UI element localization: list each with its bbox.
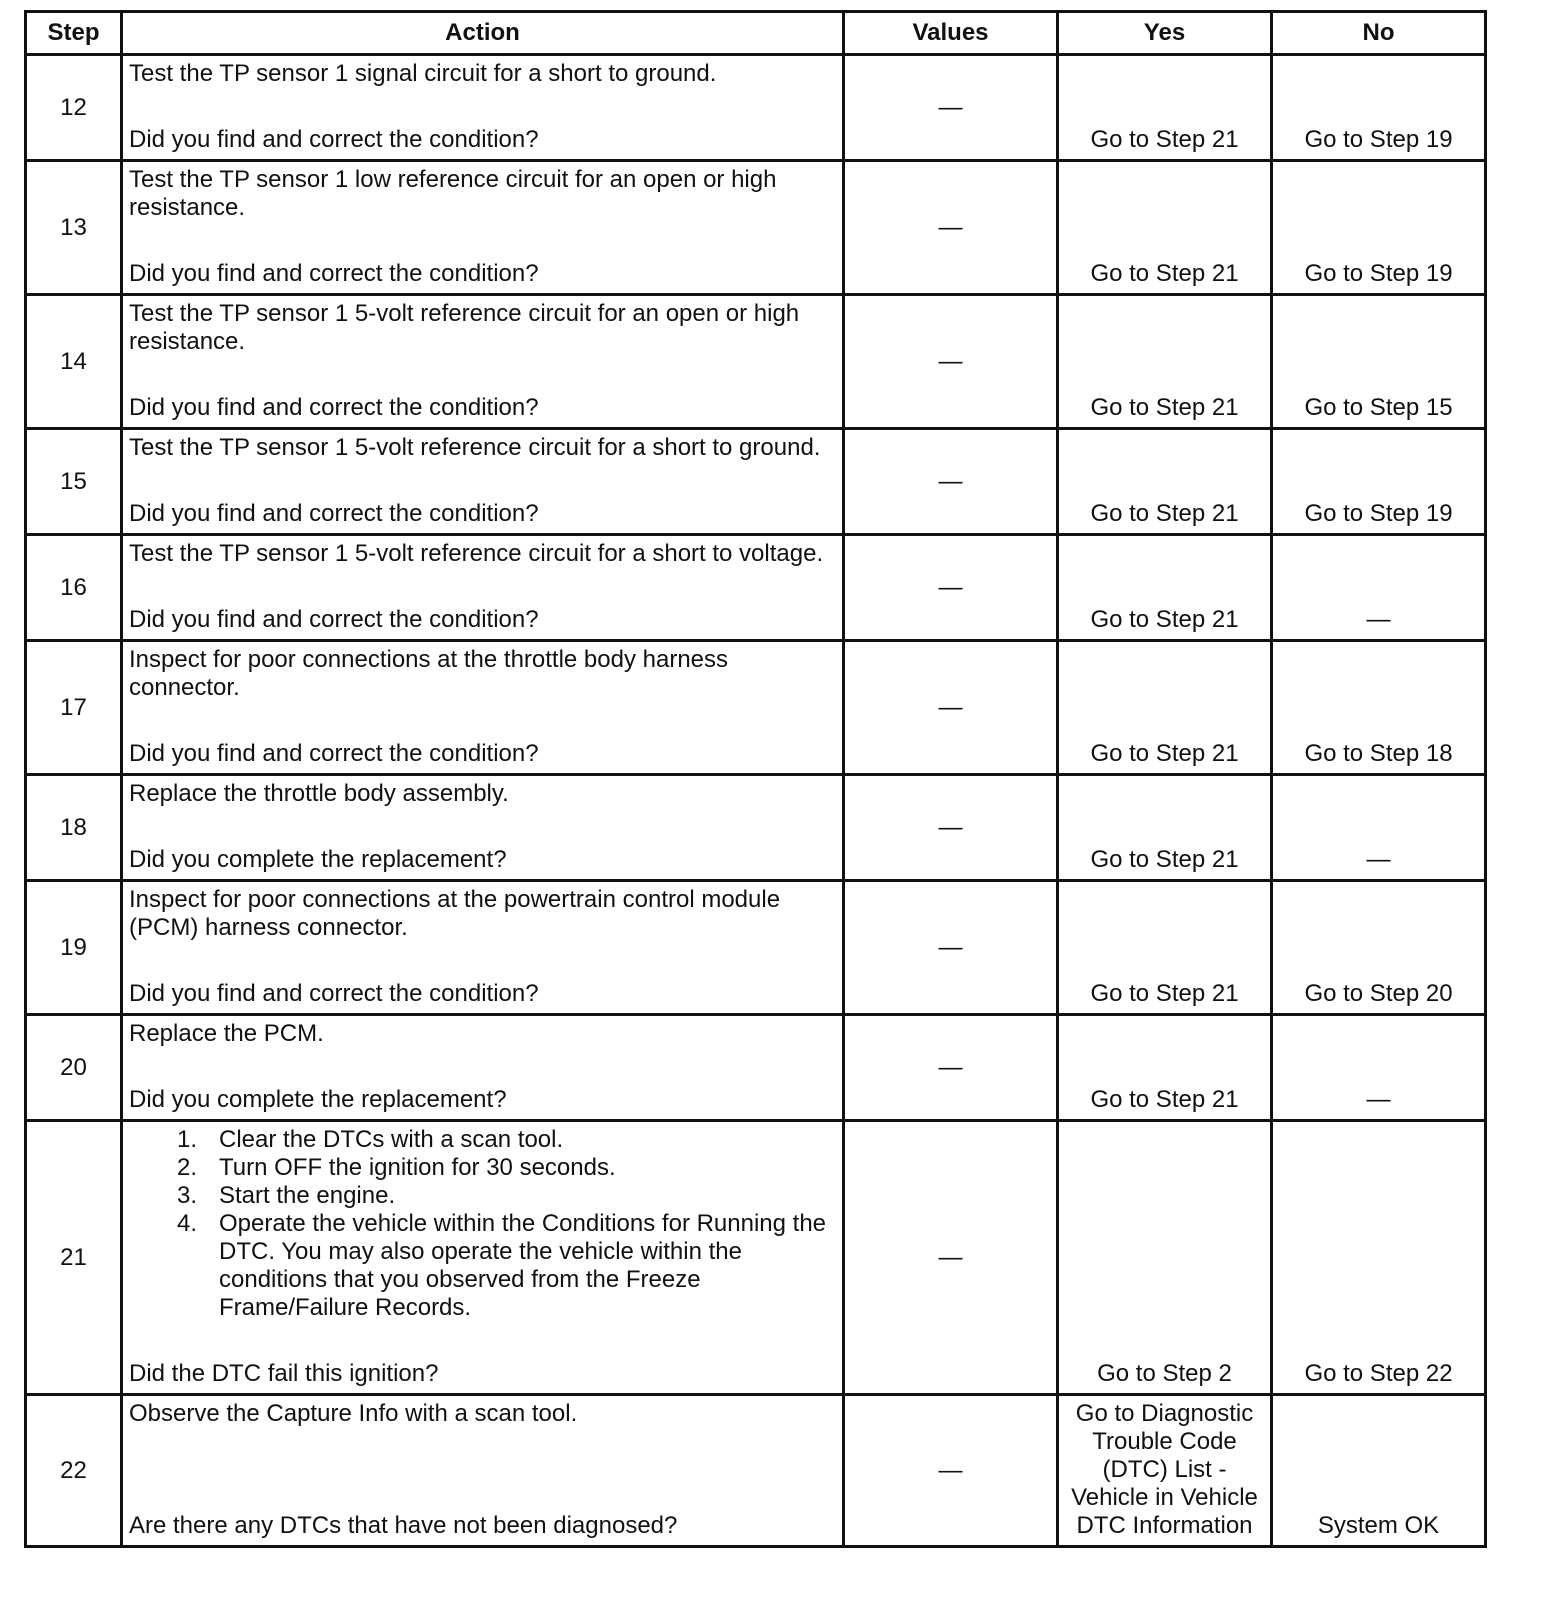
table-row	[26, 295, 1486, 429]
action-question: Did you find and correct the condition?	[129, 740, 539, 767]
table-row	[26, 641, 1486, 775]
values-cell: —	[844, 641, 1058, 775]
action-cell	[122, 295, 844, 429]
action-step-text: Operate the vehicle within the Conditions for Running the DTC. You may also operate the vehicle within the conditions that you observed from the Freeze Frame/Failure Records.	[219, 1210, 827, 1321]
yes-result: Go to Step 21	[1058, 641, 1272, 775]
action-text: Inspect for poor connections at the powertrain control module	[129, 886, 781, 913]
no-result: Go to Step 15	[1272, 295, 1486, 429]
action-step-item	[177, 1154, 836, 1182]
table-row	[26, 881, 1486, 1015]
yes-result: Go to Step 21	[1058, 295, 1272, 429]
step-number: 13	[26, 161, 122, 295]
action-step-number: 2.	[177, 1154, 198, 1181]
table-row	[26, 1395, 1486, 1547]
yes-result: Go to Step 21	[1058, 429, 1272, 535]
step-number: 19	[26, 881, 122, 1015]
action-question: Did you find and correct the condition?	[129, 260, 539, 287]
action-text: Replace the PCM.	[129, 1020, 324, 1047]
action-question: Did you find and correct the condition?	[129, 394, 539, 421]
action-text: connector.	[129, 674, 240, 701]
action-steps-list	[129, 1126, 836, 1322]
action-text: Test the TP sensor 1 5-volt reference circuit for a short to voltage.	[129, 540, 824, 567]
step-number: 21	[26, 1121, 122, 1395]
action-text: Replace the throttle body assembly.	[129, 780, 509, 807]
no-result: Go to Step 19	[1272, 161, 1486, 295]
action-step-text: Start the engine.	[219, 1182, 396, 1209]
values-cell: —	[844, 1015, 1058, 1121]
action-cell	[122, 1395, 844, 1547]
no-result: Go to Step 20	[1272, 881, 1486, 1015]
yes-result: Go to Step 21	[1058, 1015, 1272, 1121]
yes-result: Go to Step 21	[1058, 881, 1272, 1015]
header-yes: Yes	[1058, 12, 1272, 55]
table-row	[26, 55, 1486, 161]
yes-result: Go to Step 21	[1058, 535, 1272, 641]
no-result: Go to Step 22	[1272, 1121, 1486, 1395]
action-text: Test the TP sensor 1 signal circuit for a short to ground.	[129, 60, 717, 87]
values-cell: —	[844, 775, 1058, 881]
action-cell	[122, 775, 844, 881]
header-step: Step	[26, 12, 122, 55]
no-result: Go to Step 19	[1272, 55, 1486, 161]
action-cell	[122, 1121, 844, 1395]
yes-result: Go to Step 2	[1058, 1121, 1272, 1395]
values-cell: —	[844, 295, 1058, 429]
action-step-text: Clear the DTCs with a scan tool.	[219, 1126, 564, 1153]
action-cell	[122, 161, 844, 295]
action-cell	[122, 881, 844, 1015]
values-cell: —	[844, 1395, 1058, 1547]
action-question: Did you complete the replacement?	[129, 1086, 507, 1113]
header-row	[26, 12, 1486, 55]
table-row	[26, 535, 1486, 641]
action-step-number: 4.	[177, 1210, 198, 1237]
action-cell	[122, 55, 844, 161]
step-number: 12	[26, 55, 122, 161]
no-result: Go to Step 18	[1272, 641, 1486, 775]
values-cell: —	[844, 535, 1058, 641]
step-number: 14	[26, 295, 122, 429]
no-result: —	[1272, 535, 1486, 641]
action-text: Test the TP sensor 1 low reference circuit for an open or high	[129, 166, 777, 193]
action-step-number: 1.	[177, 1126, 198, 1153]
header-action: Action	[122, 12, 844, 55]
table-row	[26, 429, 1486, 535]
action-text: resistance.	[129, 194, 246, 221]
action-text: Inspect for poor connections at the throttle body harness	[129, 646, 729, 673]
action-step-number: 3.	[177, 1182, 198, 1209]
values-cell: —	[844, 429, 1058, 535]
action-cell	[122, 641, 844, 775]
no-result: —	[1272, 1015, 1486, 1121]
action-text: (PCM) harness connector.	[129, 914, 408, 941]
action-question: Did you complete the replacement?	[129, 846, 507, 873]
values-cell: —	[844, 55, 1058, 161]
diagnostic-table	[24, 10, 1487, 1548]
values-cell: —	[844, 881, 1058, 1015]
action-step-text: Turn OFF the ignition for 30 seconds.	[219, 1154, 616, 1181]
table-row	[26, 1015, 1486, 1121]
step-number: 20	[26, 1015, 122, 1121]
header-values: Values	[844, 12, 1058, 55]
step-number: 17	[26, 641, 122, 775]
action-question: Did you find and correct the condition?	[129, 980, 539, 1007]
action-text: Test the TP sensor 1 5-volt reference circuit for an open or high	[129, 300, 800, 327]
action-question: Did you find and correct the condition?	[129, 126, 539, 153]
yes-result: Go to Step 21	[1058, 55, 1272, 161]
yes-result: Go to Step 21	[1058, 775, 1272, 881]
action-text: Observe the Capture Info with a scan tool.	[129, 1400, 578, 1427]
values-cell: —	[844, 161, 1058, 295]
action-text: Test the TP sensor 1 5-volt reference circuit for a short to ground.	[129, 434, 821, 461]
action-question: Did you find and correct the condition?	[129, 500, 539, 527]
action-cell	[122, 535, 844, 641]
action-text: resistance.	[129, 328, 246, 355]
action-step-item	[177, 1182, 836, 1210]
header-no: No	[1272, 12, 1486, 55]
action-cell	[122, 1015, 844, 1121]
values-cell: —	[844, 1121, 1058, 1395]
action-cell	[122, 429, 844, 535]
no-result: System OK	[1272, 1395, 1486, 1547]
action-step-item	[177, 1126, 836, 1154]
table-row	[26, 161, 1486, 295]
step-number: 18	[26, 775, 122, 881]
action-question: Are there any DTCs that have not been diagnosed?	[129, 1512, 678, 1539]
action-question: Did the DTC fail this ignition?	[129, 1360, 439, 1387]
no-result: —	[1272, 775, 1486, 881]
step-number: 16	[26, 535, 122, 641]
action-question: Did you find and correct the condition?	[129, 606, 539, 633]
no-result: Go to Step 19	[1272, 429, 1486, 535]
step-number: 15	[26, 429, 122, 535]
table-row	[26, 1121, 1486, 1395]
yes-result: Go to Step 21	[1058, 161, 1272, 295]
yes-result: Go to Diagnostic Trouble Code (DTC) List - Vehicle in Vehicle DTC Information	[1058, 1395, 1272, 1547]
action-step-item	[177, 1210, 836, 1322]
step-number: 22	[26, 1395, 122, 1547]
table-row	[26, 775, 1486, 881]
